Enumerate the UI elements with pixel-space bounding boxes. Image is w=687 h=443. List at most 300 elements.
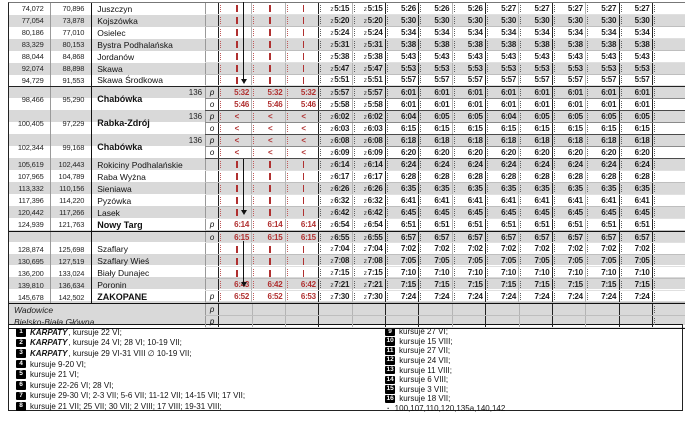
request-stop-marker: z bbox=[330, 197, 334, 205]
train-time-cell bbox=[552, 183, 585, 194]
arrival-departure-indicator: o bbox=[205, 147, 218, 158]
time-value: 6:42 bbox=[267, 280, 283, 290]
train-time-cell bbox=[418, 267, 451, 278]
pass-through-icon bbox=[222, 196, 251, 205]
request-stop-marker: z bbox=[363, 185, 367, 193]
train-time-cell bbox=[518, 232, 551, 243]
time-value: 6:28 bbox=[501, 171, 516, 181]
timetable-subrow bbox=[205, 123, 685, 135]
train-time-cell bbox=[352, 243, 385, 254]
pass-through-icon bbox=[289, 208, 318, 217]
footnote-item bbox=[16, 401, 245, 412]
pass-through-icon bbox=[269, 17, 271, 24]
time-value: 6:15 bbox=[434, 124, 450, 134]
train-time-cell bbox=[352, 171, 385, 182]
clipped-column-cell bbox=[652, 51, 685, 62]
pass-through-icon bbox=[289, 172, 318, 181]
train-time-cell bbox=[619, 255, 652, 266]
train-time-cell bbox=[285, 27, 318, 38]
timetable-tick-icon bbox=[654, 89, 656, 96]
time-value: 6:05 bbox=[534, 112, 550, 122]
train-time-cell bbox=[585, 27, 618, 38]
train-time-cell bbox=[452, 232, 485, 243]
request-stop-marker: z bbox=[330, 77, 334, 85]
time-value: 5:34 bbox=[601, 27, 617, 37]
pass-through-icon bbox=[236, 5, 238, 12]
train-time-cell bbox=[218, 255, 251, 266]
time-value: 5:27 bbox=[534, 3, 550, 13]
time-value: z6:55 bbox=[330, 232, 350, 242]
time-value: z6:17 bbox=[330, 171, 350, 181]
train-time-cell bbox=[452, 195, 485, 206]
km-chainage-secondary: 91,553 bbox=[50, 75, 92, 87]
train-time-cell bbox=[619, 147, 652, 158]
km-chainage-primary: 145,678 bbox=[17, 292, 44, 302]
pass-through-icon bbox=[269, 29, 271, 36]
train-time-cell bbox=[485, 279, 518, 290]
km-chainage-secondary: 121,763 bbox=[50, 219, 92, 231]
station-name bbox=[91, 51, 205, 63]
train-time-cell bbox=[485, 51, 518, 62]
train-time-cell bbox=[552, 39, 585, 50]
time-value: 6:18 bbox=[401, 136, 416, 146]
pass-through-icon bbox=[269, 65, 271, 72]
station-name-label: Szaflary Wieś bbox=[97, 256, 150, 267]
train-time-cell bbox=[251, 207, 284, 218]
km-chainage-primary bbox=[9, 232, 50, 244]
request-stop-marker: z bbox=[330, 90, 334, 98]
train-time-cell bbox=[318, 123, 351, 134]
train-time-cell bbox=[619, 123, 652, 134]
time-value: 6:18 bbox=[601, 136, 617, 146]
train-time-cell bbox=[352, 316, 385, 327]
timetable-tick-icon bbox=[654, 113, 656, 120]
train-time-cell bbox=[452, 135, 485, 146]
timetable-subrow bbox=[205, 255, 685, 267]
time-value: 6:18 bbox=[501, 136, 516, 146]
request-stop-marker: z bbox=[330, 114, 334, 122]
direction-arrow-icon bbox=[243, 241, 244, 283]
direction-arrow-icon bbox=[243, 159, 244, 211]
station-name bbox=[91, 75, 205, 87]
time-value: 5:32 bbox=[267, 88, 283, 98]
timetable-tick-icon bbox=[654, 149, 656, 156]
km-chainage-primary: 136,200 bbox=[17, 268, 44, 278]
time-value: 5:57 bbox=[501, 75, 516, 85]
train-time-cell bbox=[285, 183, 318, 194]
train-time-cell bbox=[552, 75, 585, 86]
time-value: 7:15 bbox=[634, 280, 650, 290]
timetable-tick-icon bbox=[654, 293, 656, 300]
route-skip-icon: < bbox=[267, 124, 273, 134]
pass-through-icon bbox=[236, 246, 238, 253]
train-time-cell bbox=[485, 243, 518, 254]
request-stop-marker: z bbox=[363, 102, 367, 110]
time-value: 5:38 bbox=[434, 39, 450, 49]
train-time-cell bbox=[352, 39, 385, 50]
station-name bbox=[91, 183, 205, 195]
train-time-cell bbox=[318, 219, 351, 230]
time-value: 7:24 bbox=[534, 292, 550, 302]
pass-through-icon bbox=[303, 17, 305, 24]
train-time-cell bbox=[385, 232, 418, 243]
time-value: 5:30 bbox=[501, 15, 516, 25]
request-stop-marker: z bbox=[330, 185, 334, 193]
time-value: 5:57 bbox=[634, 75, 650, 85]
pass-through-icon bbox=[303, 65, 305, 72]
time-value: 7:05 bbox=[467, 256, 483, 266]
footnote-number-badge: 13 bbox=[386, 365, 394, 373]
time-value: 6:24 bbox=[434, 159, 450, 169]
km-chainage-secondary: 110,156 bbox=[50, 183, 92, 195]
clipped-column-cell bbox=[652, 232, 685, 243]
request-stop-marker: z bbox=[330, 161, 334, 169]
time-value: 5:27 bbox=[501, 3, 516, 13]
clipped-column-cell bbox=[652, 195, 685, 206]
train-time-cell bbox=[619, 51, 652, 62]
arrival-departure-indicator: p bbox=[205, 304, 218, 315]
request-stop-marker: z bbox=[363, 114, 367, 122]
station-name bbox=[91, 111, 205, 135]
train-time-cell bbox=[352, 63, 385, 74]
pass-through-icon bbox=[289, 256, 318, 265]
train-time-cell bbox=[619, 195, 652, 206]
station-subrows bbox=[205, 316, 685, 328]
time-value: 5:34 bbox=[467, 27, 483, 37]
train-time-cell bbox=[418, 291, 451, 302]
train-time-cell bbox=[518, 75, 551, 86]
time-value: z5:31 bbox=[363, 39, 383, 49]
train-time-cell bbox=[251, 291, 284, 302]
route-skip-icon: < bbox=[234, 148, 239, 158]
time-value: 6:18 bbox=[534, 136, 550, 146]
train-time-cell bbox=[385, 183, 418, 194]
train-time-cell bbox=[552, 135, 585, 146]
train-time-cell bbox=[218, 51, 251, 62]
km-chainage-primary: 94,729 bbox=[21, 75, 44, 85]
train-time-cell bbox=[418, 87, 451, 98]
station-row bbox=[9, 183, 685, 195]
train-time-cell bbox=[218, 267, 251, 278]
time-value: 6:24 bbox=[467, 159, 483, 169]
time-value: 5:53 bbox=[601, 63, 617, 73]
pass-through-icon bbox=[222, 4, 251, 13]
time-value: 5:46 bbox=[267, 100, 283, 110]
footnote-text: , kursuje 22 VI; bbox=[68, 327, 122, 337]
pass-through-icon bbox=[222, 160, 251, 169]
time-value: 7:05 bbox=[534, 256, 550, 266]
train-time-cell bbox=[385, 51, 418, 62]
train-time-cell bbox=[218, 291, 251, 302]
time-value: z5:24 bbox=[330, 27, 350, 37]
timetable-tick-icon bbox=[654, 125, 656, 132]
train-time-cell bbox=[385, 75, 418, 86]
footnote-number-badge: 1 bbox=[16, 328, 26, 337]
train-time-cell bbox=[352, 99, 385, 110]
time-value: 6:05 bbox=[467, 112, 483, 122]
arrival-departure-indicator bbox=[205, 171, 218, 182]
train-time-cell bbox=[619, 75, 652, 86]
timetable-tick-icon bbox=[654, 5, 656, 12]
train-time-cell bbox=[352, 123, 385, 134]
footnote-item bbox=[385, 375, 505, 385]
route-skip-icon: < bbox=[301, 148, 306, 158]
train-time-cell bbox=[485, 99, 518, 110]
time-value: 5:53 bbox=[567, 63, 583, 73]
train-time-cell bbox=[552, 243, 585, 254]
train-time-cell bbox=[485, 135, 518, 146]
request-stop-marker: z bbox=[363, 41, 367, 49]
time-value: 6:42 bbox=[300, 280, 316, 290]
arrival-departure-indicator bbox=[205, 159, 218, 170]
arrival-departure-indicator bbox=[205, 51, 218, 62]
time-value: 6:01 bbox=[567, 100, 583, 110]
time-value: z7:08 bbox=[330, 256, 350, 266]
footnote-item bbox=[385, 356, 505, 366]
train-time-cell bbox=[552, 255, 585, 266]
km-chainage-secondary: 77,010 bbox=[50, 27, 92, 39]
pass-through-icon bbox=[255, 160, 284, 169]
pass-through-icon bbox=[222, 256, 251, 265]
km-chainage-secondary: 95,290 bbox=[50, 87, 92, 111]
pass-through-icon bbox=[289, 4, 318, 13]
request-stop-marker: z bbox=[330, 270, 334, 278]
train-time-cell bbox=[218, 243, 251, 254]
station-name bbox=[91, 219, 205, 231]
pass-through-icon bbox=[303, 41, 305, 48]
timetable-tick-icon bbox=[654, 185, 656, 192]
pass-through-icon bbox=[222, 40, 251, 49]
request-stop-marker: z bbox=[363, 258, 367, 266]
train-time-cell bbox=[252, 316, 285, 327]
train-time-cell bbox=[318, 171, 351, 182]
clipped-column-cell bbox=[652, 267, 685, 278]
train-time-cell bbox=[218, 219, 251, 230]
train-time-cell bbox=[552, 87, 585, 98]
time-value: 5:46 bbox=[300, 100, 316, 110]
time-value: 5:57 bbox=[534, 75, 550, 85]
train-time-cell bbox=[385, 135, 418, 146]
station-subrows bbox=[205, 279, 685, 291]
time-value: 6:35 bbox=[534, 183, 550, 193]
pass-through-icon bbox=[303, 5, 305, 12]
train-time-cell bbox=[251, 87, 284, 98]
station-name bbox=[91, 15, 205, 27]
train-time-cell bbox=[385, 255, 418, 266]
pass-through-icon bbox=[269, 53, 271, 60]
station-row bbox=[9, 111, 685, 135]
train-time-cell bbox=[418, 111, 451, 122]
time-value: z7:30 bbox=[330, 292, 350, 302]
train-time-cell bbox=[251, 159, 284, 170]
pass-through-icon bbox=[303, 246, 305, 253]
train-time-cell bbox=[518, 39, 551, 50]
route-skip-icon: < bbox=[301, 124, 306, 134]
station-row bbox=[9, 39, 685, 51]
time-value: 6:57 bbox=[501, 232, 516, 242]
pass-through-icon bbox=[255, 4, 284, 13]
train-time-cell bbox=[318, 75, 351, 86]
timetable-subrow bbox=[205, 243, 685, 255]
time-value: 7:15 bbox=[501, 280, 516, 290]
time-value: 5:26 bbox=[434, 3, 450, 13]
train-time-cell bbox=[318, 27, 351, 38]
footnote-number-badge: 14 bbox=[386, 375, 394, 383]
station-name bbox=[91, 243, 205, 255]
train-time-cell bbox=[452, 279, 485, 290]
station-name-label: Osielec bbox=[97, 27, 126, 38]
pass-through-icon bbox=[222, 208, 251, 217]
timetable-tick-icon bbox=[654, 41, 656, 48]
train-time-cell bbox=[552, 99, 585, 110]
time-value: 6:05 bbox=[634, 112, 650, 122]
time-value: 6:41 bbox=[601, 195, 617, 205]
station-subrows bbox=[205, 27, 685, 39]
time-value: z6:02 bbox=[363, 112, 383, 122]
train-time-cell bbox=[385, 195, 418, 206]
train-time-cell bbox=[452, 51, 485, 62]
train-time-cell bbox=[318, 15, 351, 26]
train-time-cell bbox=[485, 159, 518, 170]
time-value: 6:57 bbox=[634, 232, 650, 242]
train-time-cell bbox=[518, 27, 551, 38]
time-value: z6:55 bbox=[363, 232, 383, 242]
train-time-cell bbox=[585, 135, 618, 146]
request-stop-marker: z bbox=[330, 102, 334, 110]
footnote-number-badge: 2 bbox=[16, 339, 26, 348]
time-value: 6:57 bbox=[434, 232, 450, 242]
route-skip-icon: < bbox=[234, 136, 239, 146]
time-value: 6:01 bbox=[634, 88, 650, 98]
timetable-tick-icon bbox=[654, 234, 656, 241]
train-time-cell bbox=[518, 135, 551, 146]
timetable-subrow bbox=[205, 267, 685, 279]
train-time-cell bbox=[485, 267, 518, 278]
train-time-cell bbox=[585, 316, 618, 327]
time-value: z6:17 bbox=[363, 171, 383, 181]
km-chainage-primary: 107,965 bbox=[17, 172, 44, 182]
request-stop-marker: z bbox=[363, 90, 367, 98]
train-time-cell bbox=[619, 99, 652, 110]
station-name-label: Szaflary bbox=[97, 244, 128, 255]
station-subrows bbox=[205, 171, 685, 183]
time-value: 6:45 bbox=[634, 207, 650, 217]
train-time-cell bbox=[318, 147, 351, 158]
km-chainage-secondary: 97,229 bbox=[50, 111, 92, 135]
train-time-cell bbox=[251, 267, 284, 278]
time-value: z7:15 bbox=[363, 268, 383, 278]
time-value: z5:24 bbox=[363, 27, 383, 37]
request-stop-marker: z bbox=[330, 246, 334, 254]
pass-through-icon bbox=[303, 185, 305, 192]
timetable-tick-icon bbox=[654, 257, 656, 264]
request-stop-marker: z bbox=[330, 17, 334, 25]
clipped-column-cell bbox=[652, 111, 685, 122]
train-time-cell bbox=[352, 304, 385, 315]
train-time-cell bbox=[318, 39, 351, 50]
train-time-cell bbox=[518, 51, 551, 62]
request-stop-marker: z bbox=[363, 17, 367, 25]
km-chainage-primary: 124,939 bbox=[17, 220, 44, 230]
train-time-cell bbox=[518, 279, 551, 290]
train-time-cell bbox=[285, 316, 318, 327]
pass-through-icon bbox=[289, 52, 318, 61]
time-value: 6:15 bbox=[300, 232, 316, 242]
station-row bbox=[9, 316, 685, 329]
pass-through-icon bbox=[236, 185, 238, 192]
pass-through-icon bbox=[222, 16, 251, 25]
train-time-cell bbox=[218, 316, 251, 327]
footnote-number-badge: 5 bbox=[16, 370, 26, 379]
time-value: 6:01 bbox=[534, 88, 550, 98]
train-time-cell bbox=[485, 87, 518, 98]
pass-through-icon bbox=[236, 17, 238, 24]
bullet-icon: · bbox=[387, 404, 390, 414]
pass-through-icon bbox=[289, 196, 318, 205]
route-skip-icon: < bbox=[234, 124, 239, 134]
train-time-cell bbox=[585, 255, 618, 266]
train-time-cell bbox=[485, 123, 518, 134]
train-time-cell bbox=[518, 183, 551, 194]
request-stop-marker: z bbox=[363, 209, 367, 217]
time-value: 6:35 bbox=[467, 183, 483, 193]
time-value: 7:05 bbox=[601, 256, 617, 266]
train-time-cell bbox=[518, 195, 551, 206]
km-chainage-primary: 139,810 bbox=[17, 280, 44, 290]
time-value: z5:20 bbox=[363, 15, 383, 25]
station-name bbox=[91, 279, 205, 291]
train-time-cell bbox=[318, 3, 351, 14]
time-value: 7:24 bbox=[634, 292, 650, 302]
time-value: 7:15 bbox=[534, 280, 550, 290]
time-value: z6:02 bbox=[330, 112, 350, 122]
station-name-label: Chabówka bbox=[97, 94, 143, 105]
train-time-cell bbox=[552, 3, 585, 14]
train-time-cell bbox=[385, 304, 418, 315]
train-time-cell bbox=[251, 135, 284, 146]
time-value: 5:38 bbox=[467, 39, 483, 49]
time-value: 7:15 bbox=[567, 280, 583, 290]
time-value: 6:35 bbox=[601, 183, 617, 193]
footnote-number-badge: 4 bbox=[16, 360, 26, 369]
train-time-cell bbox=[452, 39, 485, 50]
arrival-departure-indicator bbox=[205, 207, 218, 218]
station-row bbox=[9, 3, 685, 15]
train-time-cell bbox=[352, 195, 385, 206]
km-chainage-primary: 113,332 bbox=[18, 184, 44, 194]
train-time-cell bbox=[218, 147, 251, 158]
train-time-cell bbox=[452, 304, 485, 315]
km-chainage-primary: 120,442 bbox=[17, 208, 44, 218]
train-time-cell bbox=[619, 232, 652, 243]
clipped-column-cell bbox=[652, 15, 685, 26]
train-time-cell bbox=[218, 39, 251, 50]
train-time-cell bbox=[452, 75, 485, 86]
train-time-cell bbox=[352, 207, 385, 218]
station-name-label: Juszczyn bbox=[97, 3, 133, 14]
km-chainage-secondary: 70,896 bbox=[50, 3, 92, 15]
train-time-cell bbox=[585, 87, 618, 98]
time-value: z7:30 bbox=[363, 292, 383, 302]
train-time-cell bbox=[418, 3, 451, 14]
train-time-cell bbox=[251, 243, 284, 254]
request-stop-marker: z bbox=[363, 138, 367, 146]
time-value: z5:38 bbox=[363, 51, 383, 61]
time-value: 5:57 bbox=[567, 75, 583, 85]
train-time-cell bbox=[318, 51, 351, 62]
pass-through-icon bbox=[255, 16, 284, 25]
station-name bbox=[91, 39, 205, 51]
